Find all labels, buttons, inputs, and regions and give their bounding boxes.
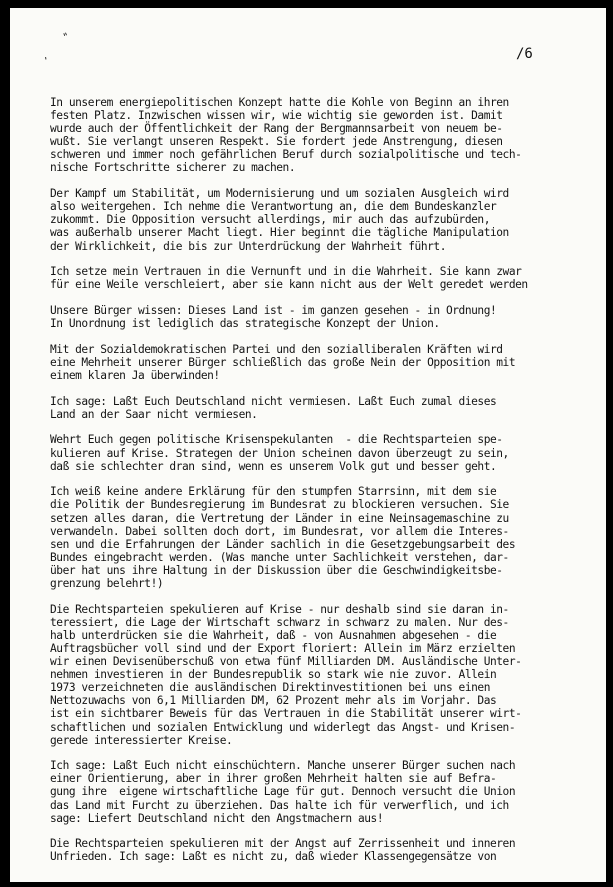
- pen-mark: ’: [43, 55, 52, 68]
- text-line: verwandeln. Dabei sollten doch dort, im Bundesrat, vor allem die Interes-: [50, 524, 509, 538]
- text-line: das Land mit Furcht zu überziehen. Das halte ich für verwerflich, und ich: [50, 798, 509, 812]
- pen-mark: ": [62, 31, 71, 44]
- text-line: für eine Weile verschleiert, aber sie kann nicht aus der Welt geredet werden: [50, 278, 528, 292]
- text-line: schaftlichen und sozialen Entwicklung und widerlegt das Angst- und Krisen-: [50, 720, 516, 734]
- text-line: eine Mehrheit unserer Bürger schließlich das große Nein der Opposition mit: [50, 355, 516, 369]
- text-line: gerede interessierter Kreise.: [50, 733, 233, 747]
- text-line: grenzung belehrt!): [50, 576, 164, 590]
- text-line: nische Fortschritte sicherer zu machen.: [50, 161, 296, 175]
- text-line: Wehrt Euch gegen politische Krisenspekulanten - die Rechtsparteien spe-: [50, 433, 503, 447]
- text-line: Der Kampf um Stabilität, um Modernisierung und um sozialen Ausgleich wird: [50, 187, 509, 201]
- text-line: setzen alles daran, die Vertretung der Länder in eine Neinsagemaschine zu: [50, 511, 509, 525]
- paragraph: [50, 433, 600, 472]
- text-line: daß sie schlechter dran sind, wenn es unserem Volk gut und besser geht.: [50, 459, 497, 473]
- paragraph: [50, 837, 600, 863]
- text-line: festen Platz. Inzwischen wissen wir, wie wichtig sie geworden ist. Damit: [50, 109, 503, 123]
- text-line: Land an der Saar nicht vermiesen.: [50, 407, 258, 421]
- text-line: Nettozuwachs von 6,1 Milliarden DM, 62 Prozent mehr als im Vorjahr. Das: [50, 694, 497, 708]
- text-line: Auftragsbücher voll sind und der Export floriert: Allein im März erzielten: [50, 641, 516, 655]
- text-line: In Unordnung ist lediglich das strategische Konzept der Union.: [50, 317, 440, 331]
- paragraph: [50, 187, 600, 252]
- text-line: halb unterdrücken sie die Wahrheit, daß - von Ausnahmen abgesehen - die: [50, 628, 497, 642]
- text-line: Mit der Sozialdemokratischen Partei und den sozialliberalen Kräften wird: [50, 342, 503, 356]
- paragraph: [50, 343, 600, 382]
- text-line: wir einen Devisenüberschuß von etwa fünf Milliarden DM. Ausländische Unter-: [50, 655, 522, 669]
- text-line: was außerhalb unserer Macht liegt. Hier beginnt die tägliche Manipulation: [50, 226, 509, 240]
- text-line: Die Rechtsparteien spekulieren auf Krise - nur deshalb sind sie daran in-: [50, 602, 509, 616]
- text-line: die Politik der Bundesregierung im Bundesrat zu blockieren versuchen. Sie: [50, 498, 509, 512]
- text-line: 1973 verzeichneten die ausländischen Direktinvestitionen bei uns einen: [50, 681, 490, 695]
- text-line: wußt. Sie verlangt unseren Respekt. Sie fordert jede Anstrengung, diesen: [50, 135, 503, 149]
- text-line: also weitergehen. Ich nehme die Verantwortung an, die dem Bundeskanzler: [50, 200, 497, 214]
- page-number: /6: [516, 46, 533, 62]
- text-line: Ich setze mein Vertrauen in die Vernunft und in die Wahrheit. Sie kann zwar: [50, 265, 522, 279]
- document-body: [50, 96, 600, 876]
- text-line: gung ihre eigene wirtschaftliche Lage für gut. Dennoch versucht die Union: [50, 785, 516, 799]
- paragraph: [50, 265, 600, 291]
- text-line: Bundes eingebracht werden. (Was manche unter Sachlichkeit verstehen, dar-: [50, 550, 509, 564]
- paragraph: [50, 759, 600, 824]
- text-line: Unfrieden. Ich sage: Laßt es nicht zu, daß wieder Klassengegensätze von: [50, 850, 497, 864]
- text-line: einem klaren Ja überwinden!: [50, 368, 220, 382]
- text-line: zukommt. Die Opposition versucht allerdings, mir auch das aufzubürden,: [50, 213, 490, 227]
- text-line: schweren und immer noch gefährlichen Beruf durch sozialpolitische und tech-: [50, 148, 522, 162]
- paragraph: [50, 395, 600, 421]
- document-page: [10, 8, 606, 882]
- text-line: einer Orientierung, aber in ihrer großen Mehrheit halten sie auf Befra-: [50, 772, 497, 786]
- text-line: Ich weiß keine andere Erklärung für den stumpfen Starrsinn, mit dem sie: [50, 485, 497, 499]
- text-line: der Wirklichkeit, die bis zur Unterdrückung der Wahrheit führt.: [50, 239, 446, 253]
- text-line: teressiert, die Lage der Wirtschaft schwarz in schwarz zu malen. Nur des-: [50, 615, 509, 629]
- text-line: wurde auch der Öffentlichkeit der Rang der Bergmannsarbeit von neuem be-: [50, 122, 503, 136]
- text-line: sage: Liefert Deutschland nicht den Angstmachern aus!: [50, 811, 384, 825]
- paragraph: [50, 485, 600, 590]
- text-line: Unsere Bürger wissen: Dieses Land ist - im ganzen gesehen - in Ordnung!: [50, 304, 497, 317]
- paragraph: [50, 603, 600, 747]
- text-line: Die Rechtsparteien spekulieren mit der Angst auf Zerrissenheit und inneren: [50, 837, 516, 851]
- text-line: In unserem energiepolitischen Konzept hatte die Kohle von Beginn an ihren: [50, 96, 509, 109]
- text-line: Ich sage: Laßt Euch nicht einschüchtern. Manche unserer Bürger suchen nach: [50, 759, 516, 773]
- text-line: kulieren auf Krise. Strategen der Union scheinen davon überzeugt zu sein,: [50, 446, 509, 460]
- text-line: sen und die Erfahrungen der Länder sachlich in die Gesetzgebungsarbeit des: [50, 537, 516, 551]
- paragraph: [50, 304, 600, 330]
- text-line: Ich sage: Laßt Euch Deutschland nicht vermiesen. Laßt Euch zumal dieses: [50, 394, 497, 408]
- text-line: nehmen investieren in der Bundesrepublik so stark wie nie zuvor. Allein: [50, 668, 497, 682]
- paragraph: [50, 96, 600, 175]
- text-line: ist ein sichtbarer Beweis für das Vertrauen in die Stabilität unserer wirt-: [50, 707, 522, 721]
- text-line: über hat uns ihre Haltung in der Diskussion über die Geschwindigkeitsbe-: [50, 563, 503, 577]
